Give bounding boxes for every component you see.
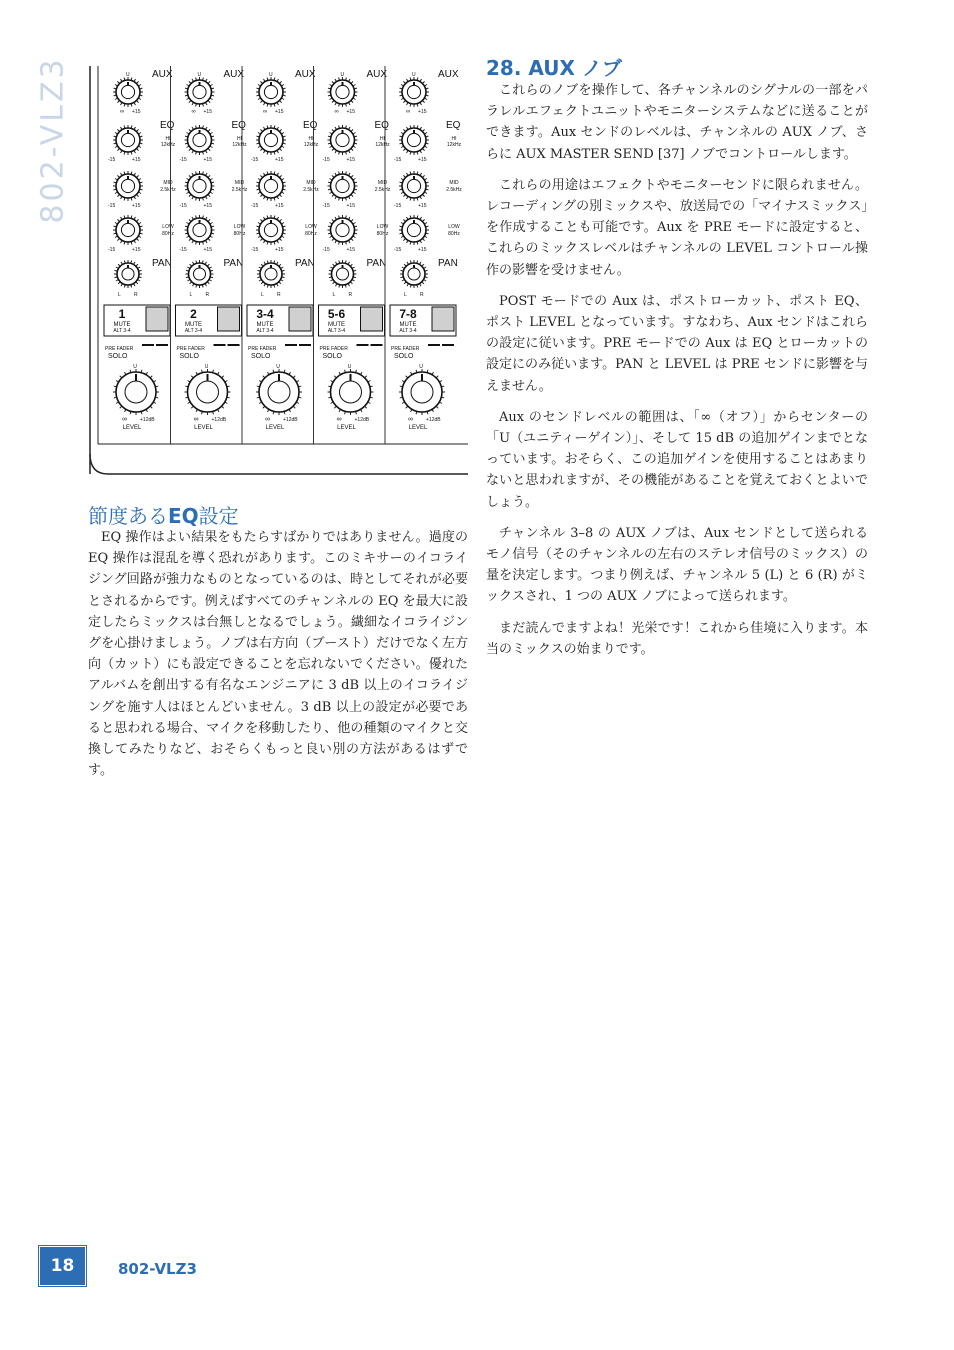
page-number-badge (40, 1247, 85, 1285)
channel-strip (104, 69, 176, 431)
prefader-switch (357, 344, 369, 346)
pan-knob (114, 260, 142, 288)
eq-low-knob (113, 215, 143, 245)
low-freq-label: 80Hz (448, 231, 460, 237)
low-freq-label: 80Hz (162, 231, 174, 237)
mid-freq-label: 2.5kHz (231, 187, 248, 193)
aux-u-label: U (340, 72, 345, 78)
aux-paragraph-6: まだ読んでますよね！光栄です！これから佳境に入ります。本当のミックスの始まりです。 (486, 620, 868, 657)
low-label: LOW (233, 224, 246, 230)
low-label: LOW (376, 224, 389, 230)
low-minus15-label: -15 (108, 247, 116, 253)
mid-plus15-label: +15 (275, 203, 284, 209)
mid-plus15-label: +15 (132, 203, 141, 209)
channel-number: 7-8 (399, 307, 417, 321)
solo-switch (442, 344, 454, 346)
mid-plus15-label: +15 (203, 203, 212, 209)
pan-r-label: R (134, 292, 138, 298)
level-inf-label: ∞ (193, 416, 199, 423)
aux-plus15-label: +15 (275, 109, 284, 115)
aux-plus15-label: +15 (132, 109, 141, 115)
mute-label: MUTE (399, 322, 417, 328)
channel-strip (171, 66, 248, 444)
footer-model-name: 802-VLZ3 (118, 1260, 197, 1278)
low-plus15-label: +15 (203, 247, 212, 253)
eq-label: EQ (374, 120, 389, 131)
eq-heading-part1: 節度ある (88, 504, 168, 528)
level-u-label: U (419, 364, 423, 370)
eq-hi-knob (256, 125, 286, 155)
alt34-label: ALT 3-4 (113, 328, 131, 334)
level-label: LEVEL (265, 425, 285, 431)
eq-heading-part3: 設定 (198, 504, 239, 528)
hi-freq-label: 12kHz (303, 142, 319, 148)
level-knob (328, 369, 374, 415)
prefader-switch (142, 344, 154, 346)
low-plus15-label: +15 (132, 247, 141, 253)
mute-button (289, 307, 311, 331)
pan-knob (400, 260, 428, 288)
mid-label: MID (377, 180, 388, 186)
prefader-label: PRE FADER (248, 346, 277, 352)
solo-label: SOLO (322, 353, 342, 360)
solo-switch (228, 344, 240, 346)
hi-plus15-label: +15 (132, 157, 141, 163)
eq-mid-knob (113, 171, 143, 201)
aux-plus15-label: +15 (203, 109, 212, 115)
channel-strip (242, 66, 319, 444)
eq-hi-knob (328, 125, 358, 155)
solo-switch (371, 344, 383, 346)
hi-minus15-label: -15 (179, 157, 187, 163)
mid-minus15-label: -15 (108, 203, 116, 209)
eq-mid-knob (399, 171, 429, 201)
low-label: LOW (448, 224, 460, 230)
low-plus15-label: +15 (346, 247, 355, 253)
level-u-label: U (347, 364, 352, 370)
hi-label: HI (165, 136, 171, 142)
pan-r-label: R (348, 292, 353, 298)
level-inf-label: ∞ (336, 416, 342, 423)
eq-low-knob (185, 215, 215, 245)
hi-minus15-label: -15 (108, 157, 116, 163)
hi-minus15-label: -15 (251, 157, 259, 163)
level-plus12db-label: +12dB (354, 417, 370, 423)
mid-label: MID (306, 180, 316, 186)
low-minus15-label: -15 (179, 247, 187, 253)
eq-hi-knob (185, 125, 215, 155)
mute-button (432, 307, 454, 331)
alt34-label: ALT 3-4 (399, 328, 417, 334)
level-label: LEVEL (337, 425, 356, 431)
aux-paragraph-2: これらの用途はエフェクトやモニターセンドに限られません。レコーディングの別ミックスや、放送局での「マイナスミックス」を作成することも可能です。Aux を PRE モードに設定すると、これらのミックスレベルはチャンネルの LEVEL コントロール操作の影響を受けません。 (486, 177, 868, 278)
aux-paragraph-3: POST モードでの Aux は、ポストローカット、ポスト EQ、ポスト LEVEL となっています。すなわち、Aux センドはこれらの設定に従います。PRE モードでの Aux は EQ とローカットの設定にのみ従います。PAN と LEVEL は PRE センドに影響を与えません。 (486, 293, 868, 394)
aux-u-label: U (269, 72, 273, 78)
mid-minus15-label: -15 (251, 203, 259, 209)
aux-label: AUX (438, 69, 459, 80)
low-minus15-label: -15 (251, 247, 259, 253)
pan-l-label: L (118, 292, 121, 298)
mid-label: MID (234, 180, 245, 186)
aux-inf-label: ∞ (263, 109, 268, 115)
aux-inf-label: ∞ (406, 109, 411, 115)
pan-l-label: L (404, 292, 407, 298)
solo-label: SOLO (108, 353, 128, 360)
low-minus15-label: -15 (394, 247, 402, 253)
mid-label: MID (449, 180, 459, 186)
level-u-label: U (276, 364, 280, 370)
alt34-label: ALT 3-4 (256, 328, 274, 334)
aux-u-label: U (412, 72, 416, 78)
hi-label: HI (380, 136, 385, 142)
hi-minus15-label: -15 (394, 157, 402, 163)
level-u-label: U (133, 364, 137, 370)
eq-paragraph: EQ 操作はよい結果をもたらすばかりではありません。過度の EQ 操作は混乱を導く恐れがあります。このミキサーのイコライジング回路が強力なものとなっているのは、時としてそれが必要とされるからです。例えばすべてのチャンネルの EQ を最大に設定したらミックスは台無しとなるでしょう。繊細なイコライジングを心掛けましょう。ノブは右方向（ブースト）だけでなく左方向（カット）にも設定できることを忘れないでください。優れたアルバムを創出する有名なエンジニアに 3 dB 以上のイコライジングを施す人はほとんどいません。3 dB 以上の設定が必要であると思われる場合、マイクを移動したり、他の種類のマイクと交換してみたりなど、おそらくもっと良い別の方法があるはずです。 (88, 530, 468, 779)
eq-section-heading (88, 500, 239, 529)
hi-plus15-label: +15 (418, 157, 427, 163)
low-freq-label: 80Hz (376, 231, 389, 237)
mid-plus15-label: +15 (418, 203, 427, 209)
mute-button (218, 307, 240, 331)
level-knob (399, 369, 445, 415)
hi-plus15-label: +15 (203, 157, 212, 163)
level-inf-label: ∞ (408, 416, 413, 423)
mute-button (146, 307, 168, 331)
eq-low-knob (399, 215, 429, 245)
aux-knob (328, 77, 358, 107)
mid-label: MID (163, 180, 173, 186)
hi-label: HI (451, 136, 457, 142)
aux-knob (185, 77, 215, 107)
pan-knob (186, 260, 214, 288)
aux-inf-label: ∞ (120, 109, 125, 115)
hi-label: HI (308, 136, 314, 142)
eq-label: EQ (231, 120, 246, 131)
eq-mid-knob (256, 171, 286, 201)
eq-heading-part2: EQ (168, 504, 199, 528)
aux-knob (256, 77, 286, 107)
channel-number: 1 (118, 307, 126, 321)
aux-label: AUX (152, 69, 173, 80)
channel-strip (314, 66, 391, 444)
low-label: LOW (305, 224, 317, 230)
level-plus12db-label: +12dB (211, 417, 227, 423)
pan-knob (329, 260, 357, 288)
low-plus15-label: +15 (275, 247, 284, 253)
eq-label: EQ (303, 120, 318, 131)
aux-u-label: U (197, 72, 202, 78)
prefader-label: PRE FADER (391, 346, 420, 352)
aux-knob (399, 77, 429, 107)
level-plus12db-label: +12dB (283, 417, 298, 423)
pan-label: PAN (295, 258, 315, 269)
aux-inf-label: ∞ (334, 109, 339, 115)
level-inf-label: ∞ (122, 416, 127, 423)
aux-paragraph-4: Aux のセンドレベルの範囲は、「∞（オフ）」からセンターの「U（ユニティーゲイン）」、そして 15 dB の追加ゲインまでとなっています。おそらく、この追加ゲインを使用することはあまりないと思われますが、その機能があることを覚えておくとよいでしょう。 (486, 409, 868, 510)
level-knob (256, 369, 302, 415)
page-number: 18 (50, 1256, 75, 1276)
mid-freq-label: 2.5kHz (160, 187, 176, 193)
mute-label: MUTE (328, 322, 345, 328)
prefader-label: PRE FADER (105, 346, 134, 352)
hi-label: HI (237, 136, 242, 142)
aux-paragraph-1: これらのノブを操作して、各チャンネルのシグナルの一部をパラレルエフェクトユニットやモニターシステムなどに送ることができます。Aux センドのレベルは、チャンネルの AUX ノブ、さらに AUX MASTER SEND [37] ノブでコントロールします。 (486, 83, 868, 162)
mute-label: MUTE (185, 322, 202, 328)
mid-minus15-label: -15 (322, 203, 330, 209)
low-minus15-label: -15 (322, 247, 330, 253)
hi-freq-label: 12kHz (375, 142, 390, 148)
mute-label: MUTE (256, 322, 274, 328)
mute-label: MUTE (113, 322, 131, 328)
prefader-switch (285, 344, 297, 346)
level-u-label: U (204, 364, 209, 370)
eq-mid-knob (328, 171, 358, 201)
vertical-model-title-text: 802-VLZ3 (35, 56, 71, 224)
pan-r-label: R (277, 292, 281, 298)
eq-label: EQ (446, 120, 461, 131)
aux-section-body (486, 80, 868, 670)
mid-freq-label: 2.5kHz (303, 187, 319, 193)
level-plus12db-label: +12dB (426, 417, 441, 423)
solo-label: SOLO (394, 353, 414, 360)
aux-u-label: U (126, 72, 130, 78)
solo-label: SOLO (251, 353, 271, 360)
mid-freq-label: 2.5kHz (374, 187, 391, 193)
hi-freq-label: 12kHz (446, 142, 462, 148)
mid-minus15-label: -15 (394, 203, 402, 209)
channel-strip (385, 66, 462, 444)
mid-plus15-label: +15 (346, 203, 355, 209)
level-label: LEVEL (122, 425, 142, 431)
aux-label: AUX (366, 69, 388, 80)
level-inf-label: ∞ (265, 416, 270, 423)
eq-section-body (88, 527, 468, 791)
pan-l-label: L (189, 292, 193, 298)
pan-l-label: L (261, 292, 264, 298)
solo-label: SOLO (179, 353, 199, 360)
pan-label: PAN (438, 258, 458, 269)
mid-freq-label: 2.5kHz (446, 187, 462, 193)
low-freq-label: 80Hz (233, 231, 246, 237)
low-label: LOW (162, 224, 174, 230)
hi-plus15-label: +15 (346, 157, 355, 163)
mid-minus15-label: -15 (179, 203, 187, 209)
prefader-switch (428, 344, 440, 346)
low-plus15-label: +15 (418, 247, 427, 253)
pan-knob (257, 260, 285, 288)
eq-label: EQ (160, 120, 175, 131)
solo-switch (156, 344, 168, 346)
level-plus12db-label: +12dB (140, 417, 155, 423)
mute-button (361, 307, 383, 331)
hi-freq-label: 12kHz (160, 142, 176, 148)
channel-number: 5-6 (327, 307, 346, 321)
pan-label: PAN (366, 258, 387, 269)
vertical-model-title (28, 55, 78, 225)
channel-number: 2 (190, 307, 197, 321)
level-knob (113, 369, 159, 415)
level-label: LEVEL (194, 425, 213, 431)
prefader-label: PRE FADER (176, 346, 205, 352)
hi-plus15-label: +15 (275, 157, 284, 163)
aux-section-heading: 28. AUX ノブ (486, 56, 622, 80)
prefader-switch (214, 344, 226, 346)
hi-freq-label: 12kHz (232, 142, 247, 148)
low-freq-label: 80Hz (305, 231, 317, 237)
aux-paragraph-5: チャンネル 3–8 の AUX ノブは、Aux センドとして送られるモノ信号（そのチャンネルの左右のステレオ信号のミックス）の量を決定します。つまり例えば、チャンネル 5 (L) と 6 (R) がミックスされ、1 つの AUX ノブによって送られます。 (486, 525, 868, 605)
aux-plus15-label: +15 (346, 109, 355, 115)
pan-l-label: L (332, 292, 336, 298)
mixer-channel-strip-illustration (88, 62, 468, 482)
eq-low-knob (256, 215, 286, 245)
eq-mid-knob (185, 171, 215, 201)
aux-knob (113, 77, 143, 107)
aux-label: AUX (223, 69, 245, 80)
alt34-label: ALT 3-4 (327, 328, 346, 334)
channel-number: 3-4 (256, 307, 274, 321)
aux-plus15-label: +15 (418, 109, 427, 115)
alt34-label: ALT 3-4 (184, 328, 203, 334)
pan-r-label: R (420, 292, 424, 298)
aux-label: AUX (295, 69, 316, 80)
level-knob (185, 369, 231, 415)
solo-switch (299, 344, 311, 346)
hi-minus15-label: -15 (322, 157, 330, 163)
aux-inf-label: ∞ (191, 109, 196, 115)
eq-low-knob (328, 215, 358, 245)
pan-label: PAN (152, 258, 172, 269)
mixer-frame-bottom (90, 454, 468, 474)
level-label: LEVEL (408, 425, 428, 431)
prefader-label: PRE FADER (319, 346, 348, 352)
pan-label: PAN (223, 258, 244, 269)
eq-hi-knob (113, 125, 143, 155)
eq-hi-knob (399, 125, 429, 155)
pan-r-label: R (205, 292, 210, 298)
